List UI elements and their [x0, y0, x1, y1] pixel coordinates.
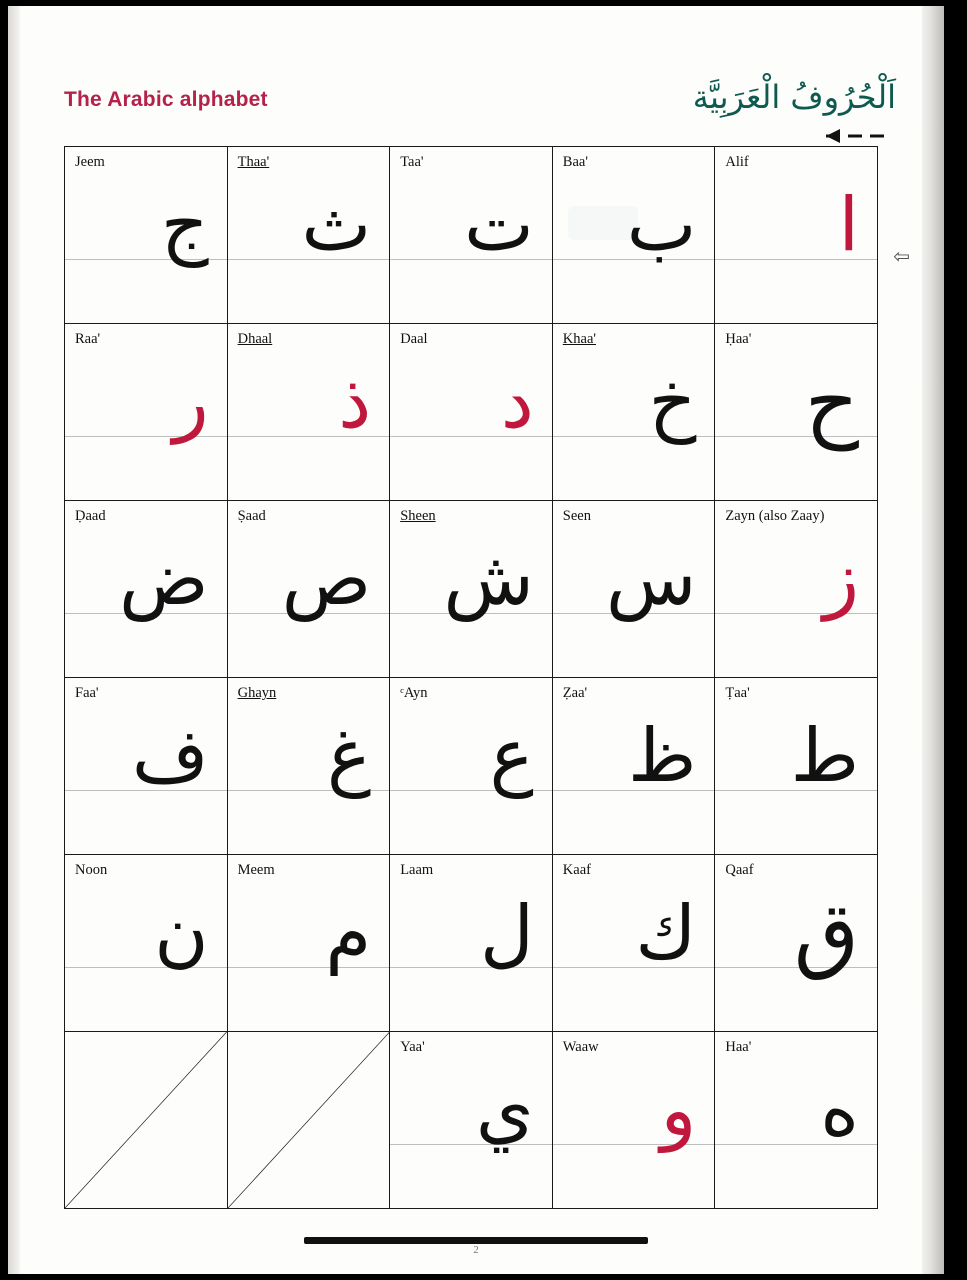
- letter-name-label: Meem: [237, 862, 275, 878]
- letter-glyph: خ: [648, 359, 697, 445]
- letter-cell-saad[interactable]: [227, 501, 390, 678]
- letter-cell-seen[interactable]: [552, 501, 715, 678]
- letter-cell-laam[interactable]: [390, 855, 553, 1032]
- table-row: [65, 855, 878, 1032]
- letter-glyph: ت: [464, 182, 534, 268]
- letter-name-label: Taa': [400, 154, 424, 170]
- letter-name-text: Khaa': [562, 331, 596, 347]
- letter-cell-zayn[interactable]: [715, 501, 878, 678]
- letter-glyph: و: [660, 1067, 697, 1153]
- letter-glyph: س: [606, 536, 697, 622]
- letter-cell-baa[interactable]: [552, 147, 715, 324]
- letter-glyph: ز: [823, 536, 859, 622]
- letter-name-label: Noon: [75, 862, 108, 878]
- letter-name-label: Daal: [400, 331, 428, 347]
- letter-name-text: Thaa': [237, 154, 270, 170]
- letter-name-label: Haa': [725, 1039, 752, 1055]
- letter-glyph: ن: [154, 890, 209, 976]
- letter-glyph: ر: [172, 359, 209, 445]
- rtl-direction-arrow-icon: [796, 128, 888, 144]
- letter-cell-ayn[interactable]: [390, 678, 553, 855]
- letter-glyph: م: [325, 890, 372, 976]
- letter-cell-empty-1: [65, 1032, 228, 1209]
- letter-cell-raa[interactable]: [65, 324, 228, 501]
- letter-cell-daad[interactable]: [65, 501, 228, 678]
- letter-cell-empty-2: [227, 1032, 390, 1209]
- letter-cell-faa[interactable]: [65, 678, 228, 855]
- letter-name-label: [400, 508, 435, 525]
- letter-glyph: ق: [793, 884, 859, 982]
- letter-name-label: Qaaf: [725, 862, 754, 878]
- arabic-alphabet-table: [64, 146, 878, 1209]
- letter-name-label: Faa': [75, 685, 99, 701]
- letter-cell-thaa[interactable]: [227, 147, 390, 324]
- letter-name-label: Yaa': [400, 1039, 425, 1055]
- letter-name-label: Ṣaad: [237, 508, 266, 524]
- table-row: [65, 1032, 878, 1209]
- crossed-out-cell-icon: [228, 1032, 390, 1208]
- letter-glyph: ذ: [338, 359, 372, 445]
- letter-cell-noon[interactable]: [65, 855, 228, 1032]
- letter-cell-taa-heavy[interactable]: [715, 678, 878, 855]
- letter-glyph: ب: [626, 182, 697, 268]
- letter-name-label: [238, 154, 270, 171]
- letter-cell-meem[interactable]: [227, 855, 390, 1032]
- letter-name-label: Seen: [562, 508, 591, 524]
- letter-name-label: Ḥaa': [725, 331, 752, 347]
- letter-glyph: د: [500, 359, 534, 445]
- letter-cell-haa-hard[interactable]: [715, 324, 878, 501]
- letter-glyph: ل: [480, 890, 534, 976]
- letter-cell-yaa[interactable]: [390, 1032, 553, 1209]
- letter-cell-dhaal[interactable]: [227, 324, 390, 501]
- letter-cell-qaaf[interactable]: [715, 855, 878, 1032]
- letter-cell-kaaf[interactable]: [552, 855, 715, 1032]
- table-row: [65, 678, 878, 855]
- letter-name-label: Jeem: [75, 154, 105, 170]
- letter-name-label: Raa': [75, 331, 101, 347]
- book-binding-shadow: [8, 6, 20, 1274]
- letter-glyph: ح: [804, 353, 859, 451]
- letter-glyph: ع: [489, 713, 534, 799]
- letter-cell-ghayn[interactable]: [227, 678, 390, 855]
- margin-left-arrow-icon: ⇦: [893, 246, 910, 268]
- page-header: [8, 76, 944, 136]
- letter-name-text: Dhaal: [237, 331, 273, 347]
- letter-glyph: ف: [131, 713, 209, 799]
- letter-cell-jeem[interactable]: [65, 147, 228, 324]
- letter-name-label: Baa': [562, 154, 588, 170]
- letter-cell-waaw[interactable]: [552, 1032, 715, 1209]
- letter-glyph: ظ: [627, 713, 697, 799]
- letter-cell-khaa[interactable]: [552, 324, 715, 501]
- letter-cell-daal[interactable]: [390, 324, 553, 501]
- letter-glyph: ث: [301, 182, 372, 268]
- letter-name-label: Alif: [725, 154, 749, 170]
- table-row: [65, 324, 878, 501]
- letter-glyph: ص: [281, 536, 372, 622]
- letter-name-label: [238, 331, 273, 348]
- letter-name-label: ᶜAyn: [400, 685, 428, 701]
- letter-glyph: ي: [475, 1067, 534, 1153]
- letter-name-text: Sheen: [400, 508, 436, 524]
- letter-glyph: ض: [119, 536, 209, 622]
- letter-name-label: [563, 331, 596, 348]
- page-title-english: The Arabic alphabet: [64, 88, 268, 111]
- letter-glyph: ش: [443, 536, 534, 622]
- table-row: [65, 147, 878, 324]
- letter-name-label: Ṭaa': [725, 685, 750, 701]
- letter-cell-taa[interactable]: [390, 147, 553, 324]
- letter-glyph: ا: [838, 182, 859, 268]
- footer-black-bar: [304, 1237, 648, 1244]
- letter-name-label: Ẓaa': [562, 685, 588, 701]
- letter-name-label: Zayn (also Zaay): [725, 508, 825, 524]
- page-number: 2: [473, 1244, 479, 1256]
- letter-name-label: Laam: [400, 862, 434, 878]
- letter-cell-haa-soft[interactable]: [715, 1032, 878, 1209]
- letter-name-label: Waaw: [562, 1039, 599, 1055]
- letter-name-label: Ḍaad: [75, 508, 106, 524]
- page-title-arabic: اَلْحُرُوفُ الْعَرَبِيَّة: [692, 78, 896, 116]
- letter-glyph: ج: [160, 182, 209, 268]
- letter-name-label: Kaaf: [562, 862, 591, 878]
- crossed-out-cell-icon: [65, 1032, 227, 1208]
- letter-cell-zaa[interactable]: [552, 678, 715, 855]
- letter-name-label: [238, 685, 277, 702]
- letter-glyph: ط: [790, 713, 859, 799]
- letter-glyph: غ: [327, 713, 372, 799]
- letter-glyph: ك: [635, 890, 697, 976]
- page-edge-shadow: [922, 6, 944, 1274]
- table-row: [65, 501, 878, 678]
- letter-cell-sheen[interactable]: [390, 501, 553, 678]
- letter-name-text: Ghayn: [237, 685, 277, 701]
- letter-cell-alif[interactable]: [715, 147, 878, 324]
- letter-glyph: ه: [820, 1067, 859, 1153]
- paper-sheet: [8, 6, 944, 1274]
